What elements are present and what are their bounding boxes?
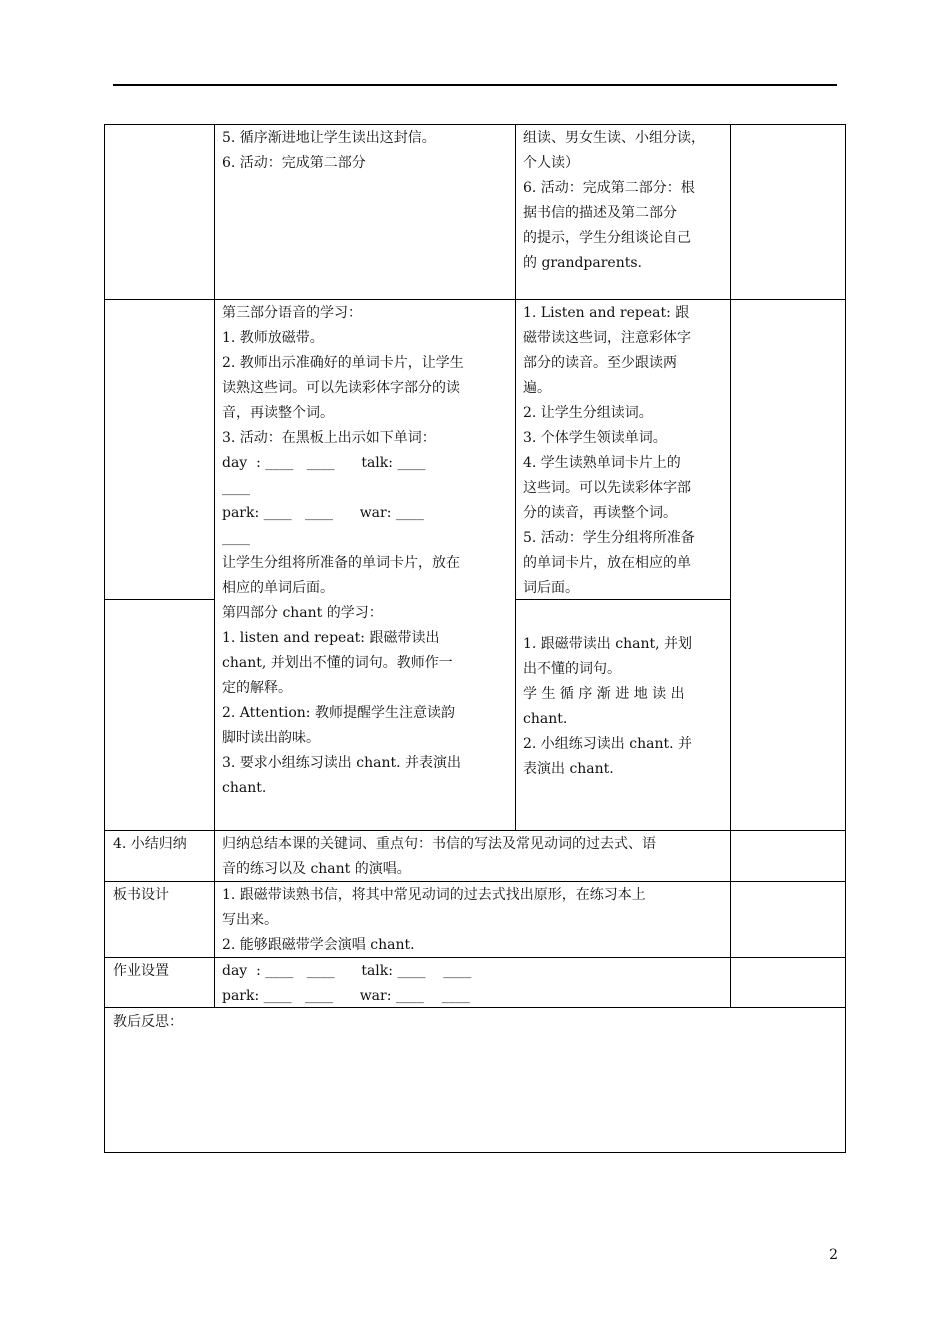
row5-label	[113, 883, 213, 908]
text-line: 2. 小组练习读出 chant. 并	[523, 736, 693, 752]
text-line: 学 生 循 序 渐 进 地 读 出	[523, 686, 685, 702]
text-line: 的单词卡片，放在相应的单	[523, 555, 691, 571]
text-line: 音的练习以及 chant 的演唱。	[222, 861, 411, 877]
page-number: 2	[829, 1247, 838, 1263]
text-line: 5. 循序渐进地让学生读出这封信。	[222, 130, 436, 146]
text-line: 的提示，学生分组谈论自己	[523, 230, 691, 246]
text-line: 6. 活动：完成第二部分	[222, 155, 366, 171]
text-line: 词后面。	[523, 580, 579, 596]
text-line: 2. 能够跟磁带学会演唱 chant.	[222, 937, 415, 953]
row1-student-activity	[523, 126, 725, 276]
text-line: 相应的单词后面。	[222, 580, 334, 596]
text-line: 读熟这些词。可以先读彩体字部分的读	[222, 380, 460, 396]
text-line: 5. 活动：学生分组将所准备	[523, 530, 695, 546]
text-line: 组读、男女生读、小组分读，	[523, 130, 705, 146]
text-line: 3. 个体学生领读单词。	[523, 430, 667, 446]
text-line: 出不懂的词句。	[523, 661, 621, 677]
text-line: 脚时读出韵味。	[222, 730, 320, 746]
text-line: 3. 活动：在黑板上出示如下单词：	[222, 430, 436, 446]
row1-teacher-activity	[222, 126, 510, 176]
row4-label	[113, 832, 213, 857]
text-line: 据书信的描述及第二部分	[523, 205, 677, 221]
text-line: chant, 并划出不懂的词句。教师作一	[222, 655, 453, 671]
text-line: chant.	[222, 780, 267, 796]
row5-blackboard-design	[222, 883, 722, 958]
text-line: park: ____ ____ war: ____	[222, 505, 424, 521]
text-line: 1. 教师放磁带。	[222, 330, 324, 346]
header-rule	[113, 84, 837, 86]
row6-label	[113, 959, 213, 984]
text-line: ____	[222, 480, 250, 496]
section-label: 板书设计	[113, 887, 169, 903]
row2-teacher-activity	[222, 301, 510, 601]
text-line: day : ____ ____ talk: ____ ____	[222, 963, 472, 979]
text-line: 让学生分组将所准备的单词卡片，放在	[222, 555, 460, 571]
row2-student-activity	[523, 301, 725, 601]
section-label: 作业设置	[113, 963, 169, 979]
row3-student-activity	[523, 632, 725, 782]
text-line: 定的解释。	[222, 680, 292, 696]
text-line: 这些词。可以先读彩体字部	[523, 480, 691, 496]
section-label: 4. 小结归纳	[113, 836, 187, 852]
text-line: 部分的读音。至少跟读两	[523, 355, 677, 371]
text-line: 表演出 chant.	[523, 761, 614, 777]
text-line: 分的读音，再读整个词。	[523, 505, 677, 521]
text-line: 的 grandparents.	[523, 255, 642, 271]
row6-homework	[222, 959, 722, 1009]
text-line: 音，再读整个词。	[222, 405, 334, 421]
row7-reflection	[113, 1010, 413, 1035]
text-line: 1. 跟磁带读出 chant, 并划	[523, 636, 693, 652]
text-line: 个人读）	[523, 155, 579, 171]
text-line: 写出来。	[222, 912, 278, 928]
text-line: park: ____ ____ war: ____ ____	[222, 988, 470, 1004]
text-line: chant.	[523, 711, 568, 727]
text-line: 第四部分 chant 的学习：	[222, 605, 383, 621]
text-line: 1. 跟磁带读熟书信，将其中常见动词的过去式找出原形，在练习本上	[222, 887, 646, 903]
text-line: 4. 学生读熟单词卡片上的	[523, 455, 681, 471]
text-line: 第三部分语音的学习：	[222, 305, 362, 321]
text-line: 遍。	[523, 380, 551, 396]
text-line: 2. Attention: 教师提醒学生注意读韵	[222, 705, 455, 721]
text-line: 磁带读这些词，注意彩体字	[523, 330, 691, 346]
text-line: ____	[222, 530, 250, 546]
row4-summary	[222, 832, 722, 882]
text-line: 3. 要求小组练习读出 chant. 并表演出	[222, 755, 462, 771]
text-line: 1. listen and repeat: 跟磁带读出	[222, 630, 440, 646]
text-line: 归纳总结本课的关键词、重点句：书信的写法及常见动词的过去式、语	[222, 836, 656, 852]
row3-teacher-activity	[222, 601, 510, 801]
text-line: day : ____ ____ talk: ____	[222, 455, 426, 471]
section-label: 教后反思：	[113, 1014, 183, 1030]
text-line: 2. 让学生分组读词。	[523, 405, 653, 421]
text-line: 1. Listen and repeat: 跟	[523, 305, 690, 321]
text-line: 6. 活动：完成第二部分：根	[523, 180, 695, 196]
text-line: 2. 教师出示准确好的单词卡片，让学生	[222, 355, 464, 371]
